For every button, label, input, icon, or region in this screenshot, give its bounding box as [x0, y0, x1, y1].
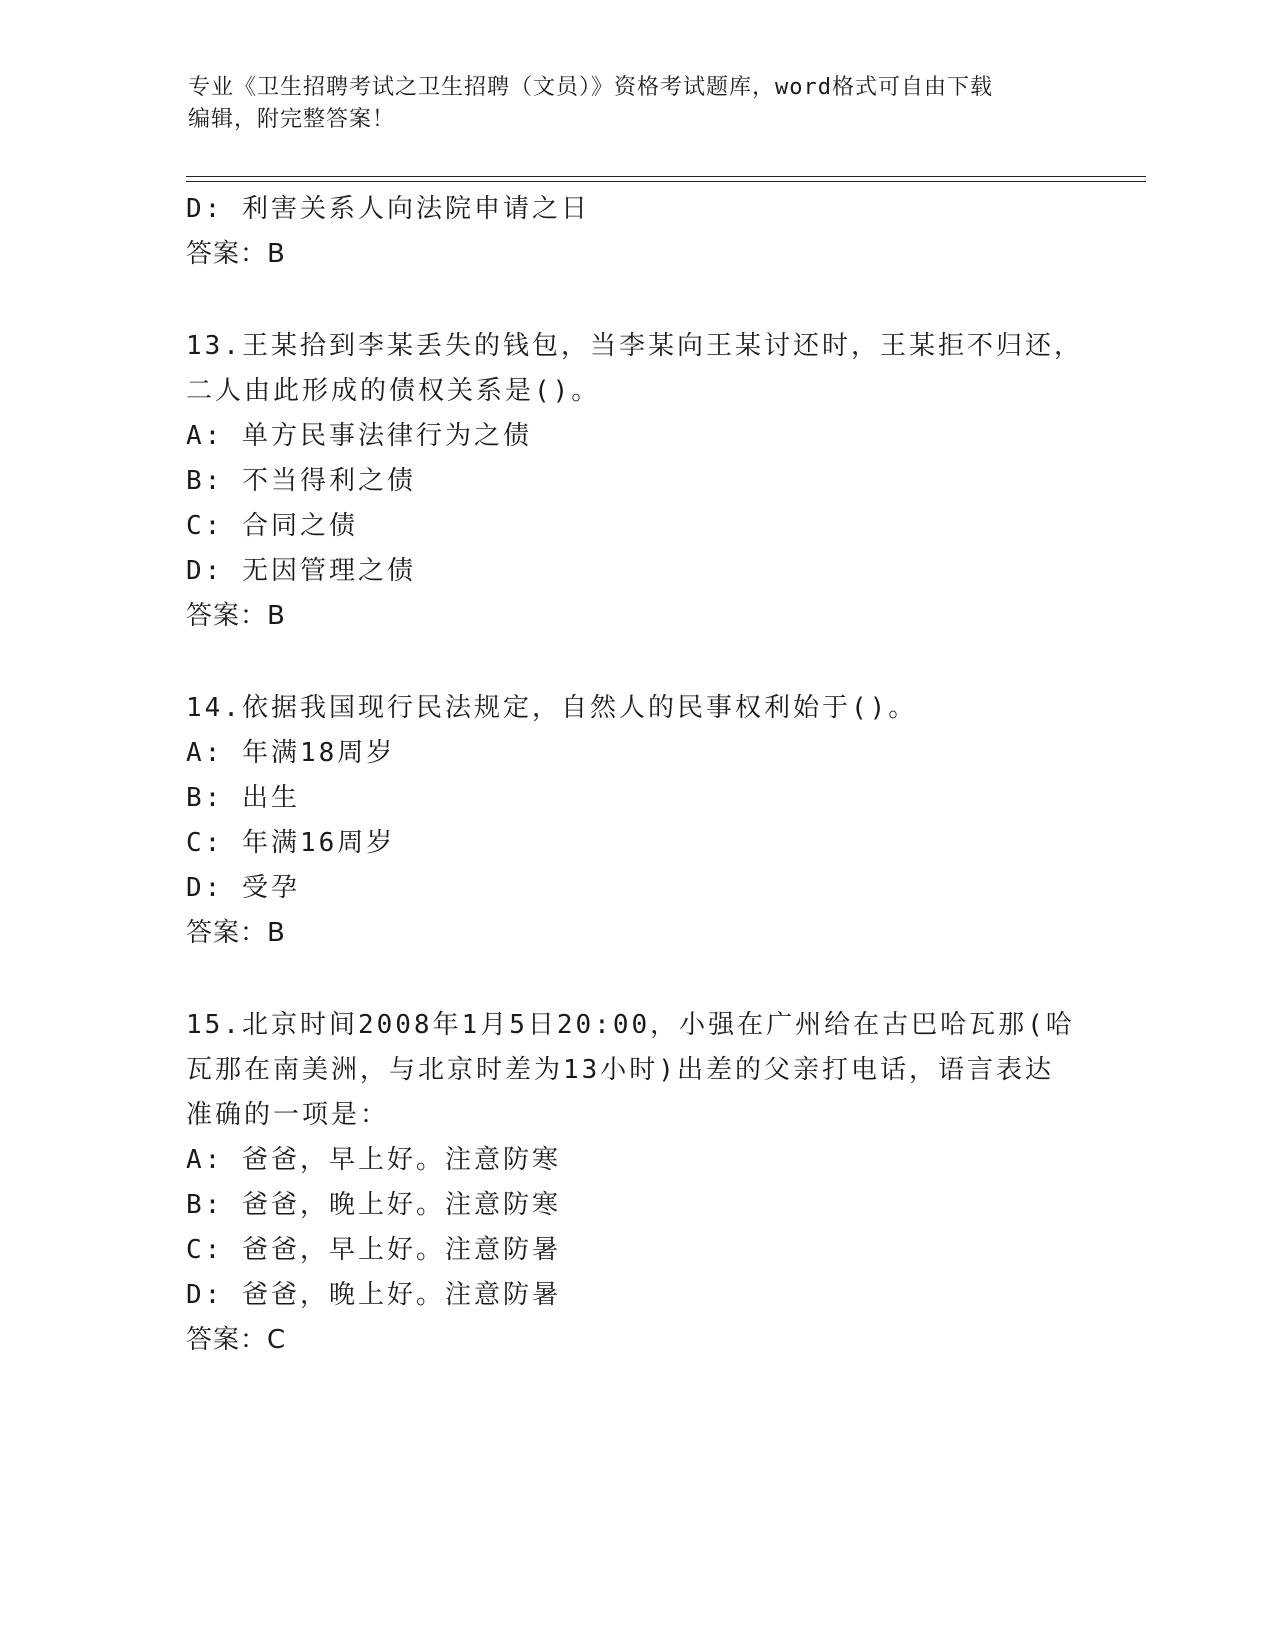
question-stem: 13.王某拾到李某丢失的钱包，当李某向王某讨还时，王某拒不归还， [186, 331, 1083, 361]
option-d: D: 爸爸，晚上好。注意防暑 [186, 1280, 561, 1310]
page-header [188, 72, 1068, 136]
question-list [186, 187, 1086, 1363]
answer: 答案：B [186, 239, 286, 269]
answer: 答案：B [186, 601, 286, 631]
header-divider-top [186, 176, 1146, 177]
header-line-2: 编辑，附完整答案！ [188, 107, 396, 132]
question-13 [186, 324, 1086, 639]
question-stem: 15.北京时间2008年1月5日20:00，小强在广州给在古巴哈瓦那(哈 [186, 1010, 1075, 1040]
option-c: C: 爸爸，早上好。注意防暑 [186, 1235, 561, 1265]
option-d: D: 利害关系人向法院申请之日 [186, 194, 590, 224]
option-a: A: 年满18周岁 [186, 738, 396, 768]
question-15 [186, 1003, 1086, 1363]
option-d: D: 无因管理之债 [186, 556, 416, 586]
question-stem-continued: 准确的一项是： [186, 1100, 390, 1130]
answer: 答案：C [186, 1325, 287, 1355]
question-stem-continued: 瓦那在南美洲，与北京时差为13小时)出差的父亲打电话，语言表达 [186, 1055, 1054, 1085]
option-b: B: 爸爸，晚上好。注意防寒 [186, 1190, 561, 1220]
option-a: A: 单方民事法律行为之债 [186, 421, 532, 451]
answer: 答案：B [186, 918, 286, 948]
header-divider-bottom [186, 181, 1146, 182]
option-c: C: 年满16周岁 [186, 828, 396, 858]
question-12-tail [186, 187, 1086, 277]
question-stem-continued: 二人由此形成的债权关系是()。 [186, 376, 601, 406]
question-stem: 14.依据我国现行民法规定，自然人的民事权利始于()。 [186, 693, 918, 723]
option-c: C: 合同之债 [186, 511, 358, 541]
header-line-1: 专业《卫生招聘考试之卫生招聘（文员）》资格考试题库，word格式可自由下载 [188, 75, 993, 100]
option-b: B: 出生 [186, 783, 300, 813]
option-d: D: 受孕 [186, 873, 300, 903]
question-14 [186, 686, 1086, 956]
option-b: B: 不当得利之债 [186, 466, 416, 496]
option-a: A: 爸爸，早上好。注意防寒 [186, 1145, 561, 1175]
